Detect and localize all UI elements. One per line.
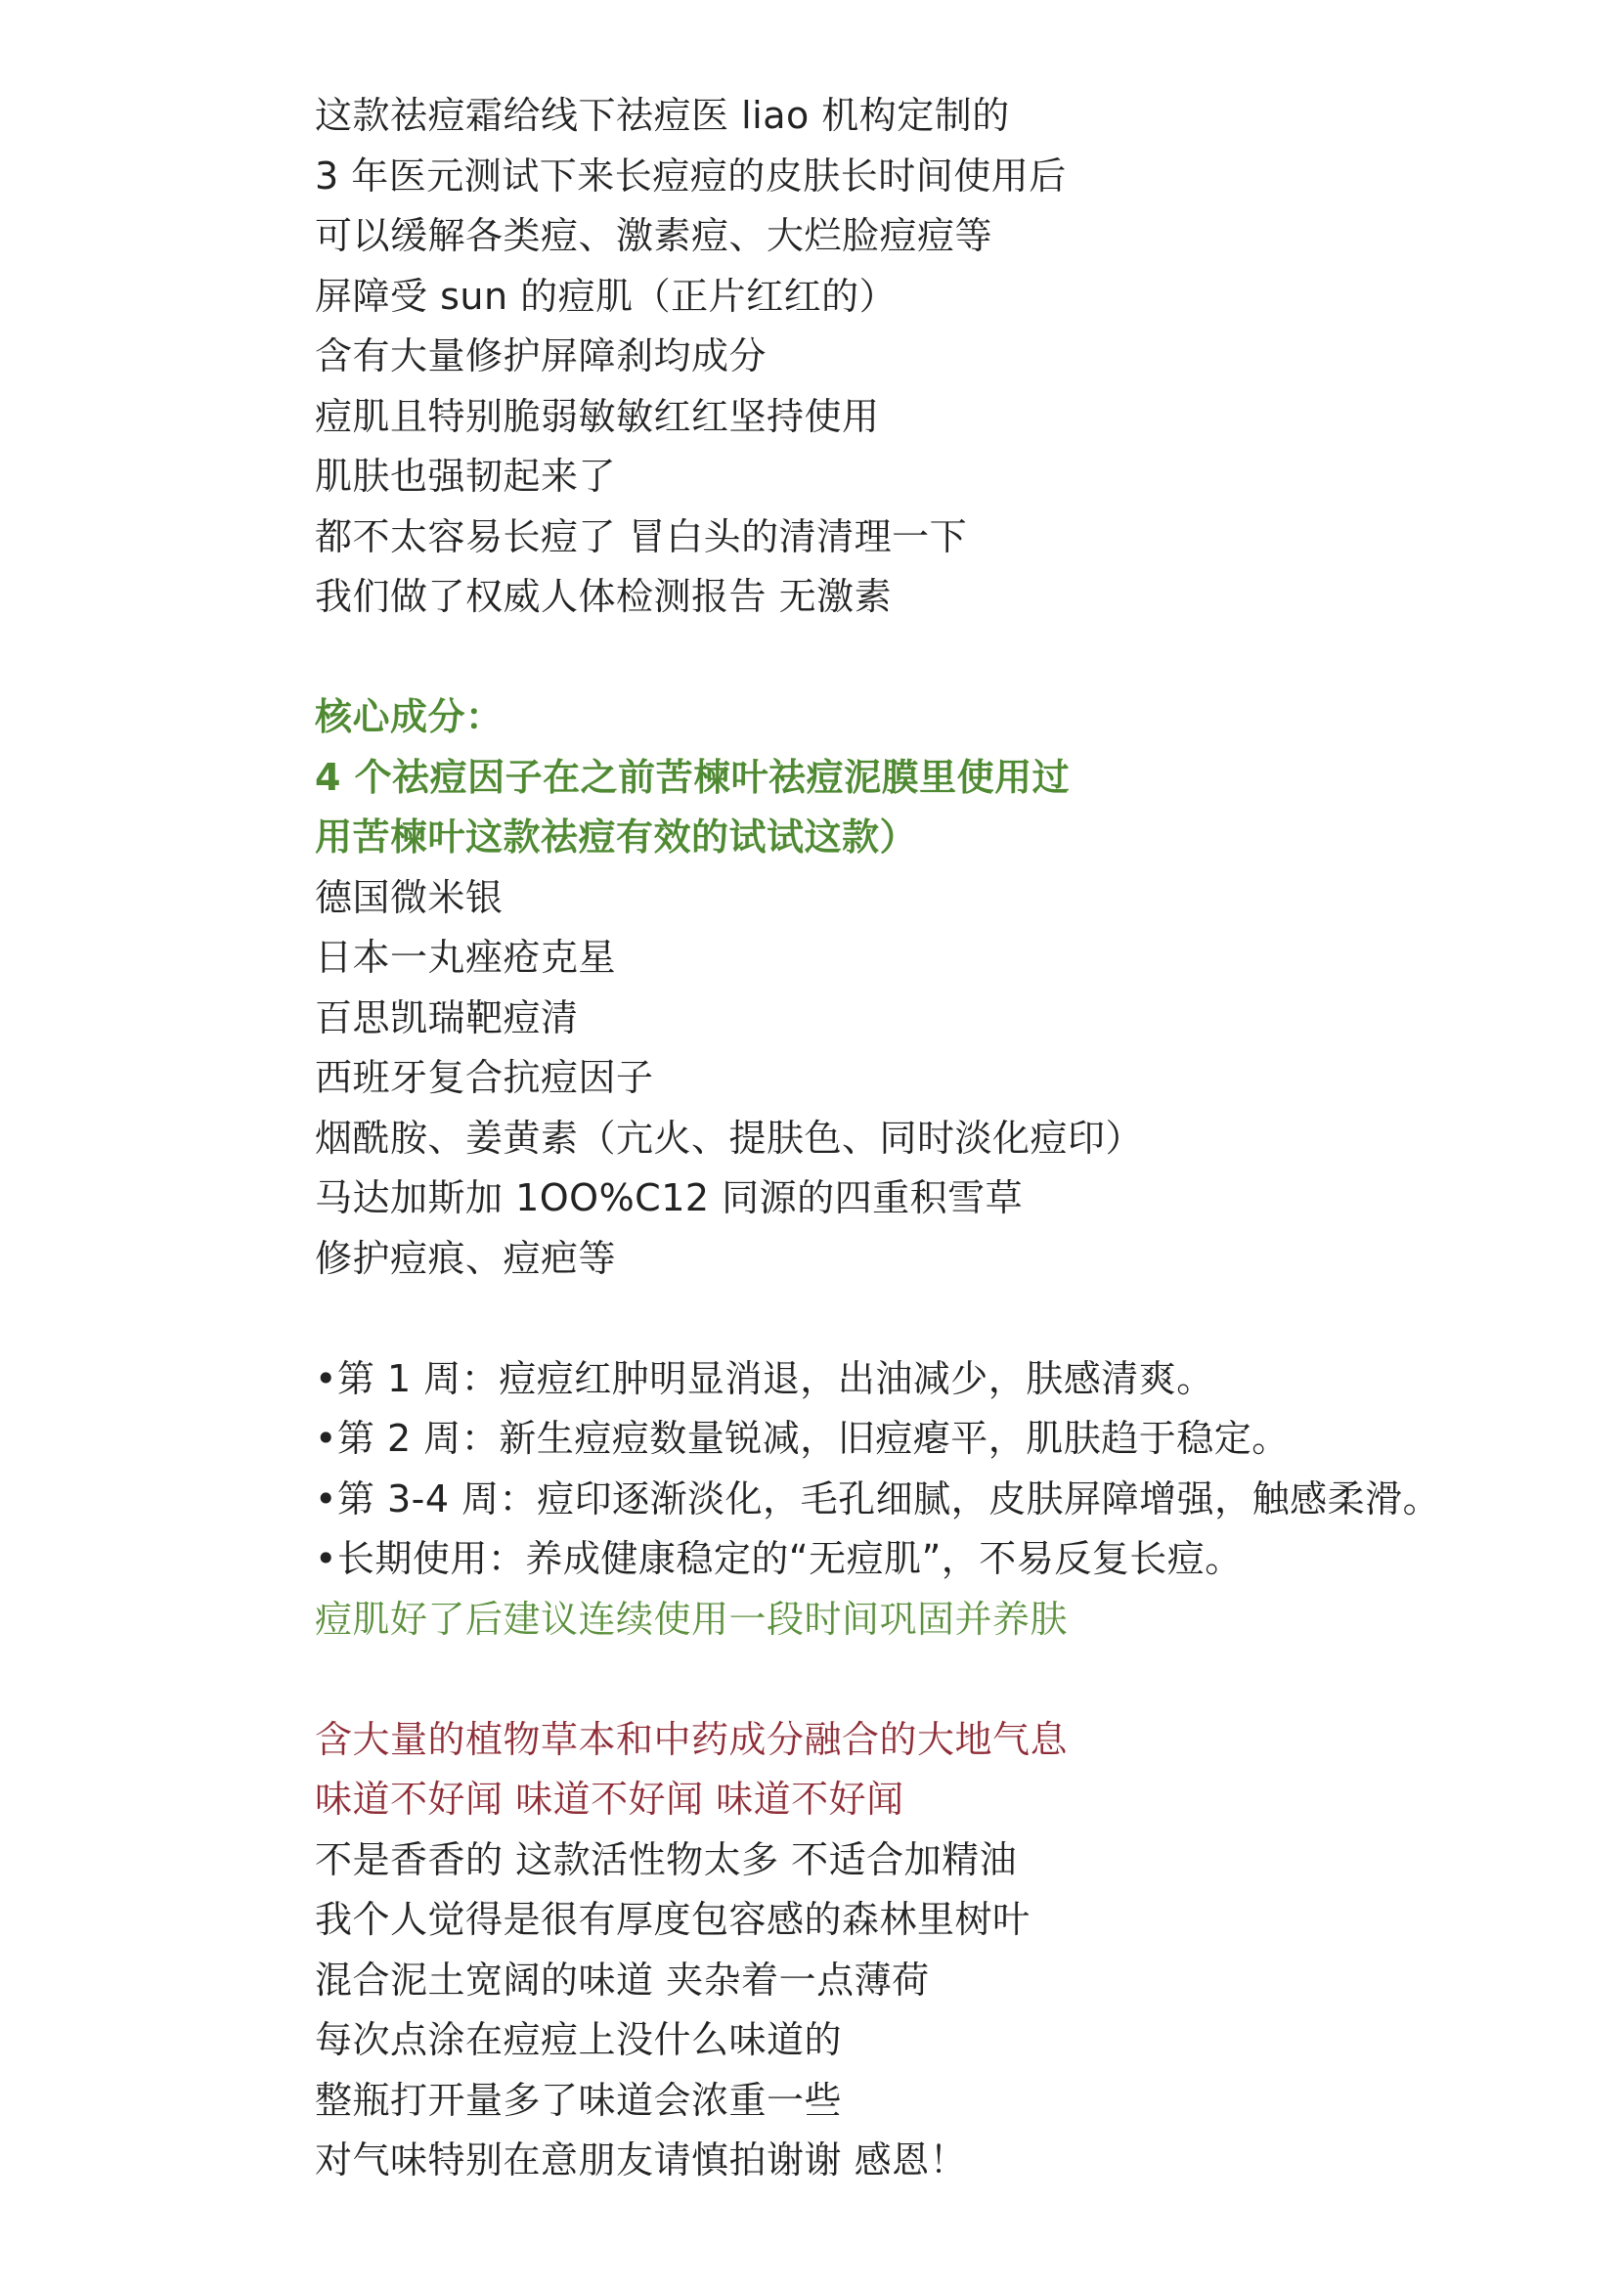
ingredient-item: 德国微米银 [315, 875, 504, 919]
scent-warning: 含大量的植物草本和中药成分融合的大地气息 [315, 1717, 1069, 1761]
ingredient-item: 修护痘痕、痘疤等 [315, 1236, 617, 1280]
scent-line: 对气味特别在意朋友请慎拍谢谢 感恩！ [315, 2138, 968, 2181]
ingredient-item: 日本一丸痤疮克星 [315, 936, 617, 979]
scent-line: 整瓶打开量多了味道会浓重一些 [315, 2078, 843, 2122]
scent-line: 我个人觉得是很有厚度包容感的森林里树叶 [315, 1898, 1031, 1941]
timeline-week: •第 1 周：痘痘红肿明显消退，出油减少，肤感清爽。 [315, 1356, 1214, 1400]
intro-line: 痘肌且特别脆弱敏敏红红坚持使用 [315, 394, 880, 438]
intro-line: 屏障受 sun 的痘肌（正片红红的） [315, 274, 898, 318]
scent-line: 每次点涂在痘痘上没什么味道的 [315, 2018, 843, 2061]
intro-section [315, 86, 1586, 628]
ingredient-item: 百思凯瑞靶痘清 [315, 995, 579, 1039]
scent-warning: 味道不好闻 味道不好闻 味道不好闻 [315, 1778, 904, 1821]
scent-section [315, 1710, 1586, 2191]
spacer [315, 628, 1586, 688]
intro-line: 可以缓解各类痘、激素痘、大烂脸痘痘等 [315, 214, 993, 257]
ingredients-note: 用苦楝叶这款祛痘有效的试试这款） [315, 815, 918, 859]
timeline-advice: 痘肌好了后建议连续使用一段时间巩固并养肤 [315, 1597, 1069, 1641]
intro-line: 我们做了权威人体检测报告 无激素 [315, 575, 893, 618]
scent-line: 混合泥土宽阔的味道 夹杂着一点薄荷 [315, 1958, 930, 2002]
spacer [315, 1289, 1586, 1349]
timeline-week: •长期使用：养成健康稳定的“无痘肌”，不易反复长痘。 [315, 1537, 1243, 1580]
timeline-section [315, 1349, 1586, 1651]
intro-line: 3 年医元测试下来长痘痘的皮肤长时间使用后 [315, 154, 1067, 198]
intro-line: 含有大量修护屏障刹均成分 [315, 334, 768, 377]
ingredients-section [315, 687, 1586, 1289]
spacer [315, 1650, 1586, 1710]
ingredient-item: 马达加斯加 1OO%C12 同源的四重积雪草 [315, 1176, 1024, 1219]
timeline-week: •第 3-4 周：痘印逐渐淡化，毛孔细腻，皮肤屏障增强，触感柔滑。 [315, 1476, 1441, 1520]
ingredients-heading: 核心成分： [315, 695, 504, 738]
intro-line: 都不太容易长痘了 冒白头的清清理一下 [315, 514, 968, 558]
intro-line: 这款祛痘霜给线下祛痘医 liao 机构定制的 [315, 94, 1010, 137]
scent-line: 不是香香的 这款活性物太多 不适合加精油 [315, 1837, 1018, 1881]
ingredient-item: 西班牙复合抗痘因子 [315, 1056, 654, 1099]
intro-line: 肌肤也强韧起来了 [315, 455, 617, 498]
ingredients-note: 4 个祛痘因子在之前苦楝叶祛痘泥膜里使用过 [315, 755, 1071, 799]
ingredient-item: 烟酰胺、姜黄素（亢火、提肤色、同时淡化痘印） [315, 1116, 1144, 1160]
timeline-week: •第 2 周：新生痘痘数量锐减，旧痘瘪平，肌肤趋于稳定。 [315, 1417, 1290, 1460]
document-body [315, 86, 1586, 2191]
